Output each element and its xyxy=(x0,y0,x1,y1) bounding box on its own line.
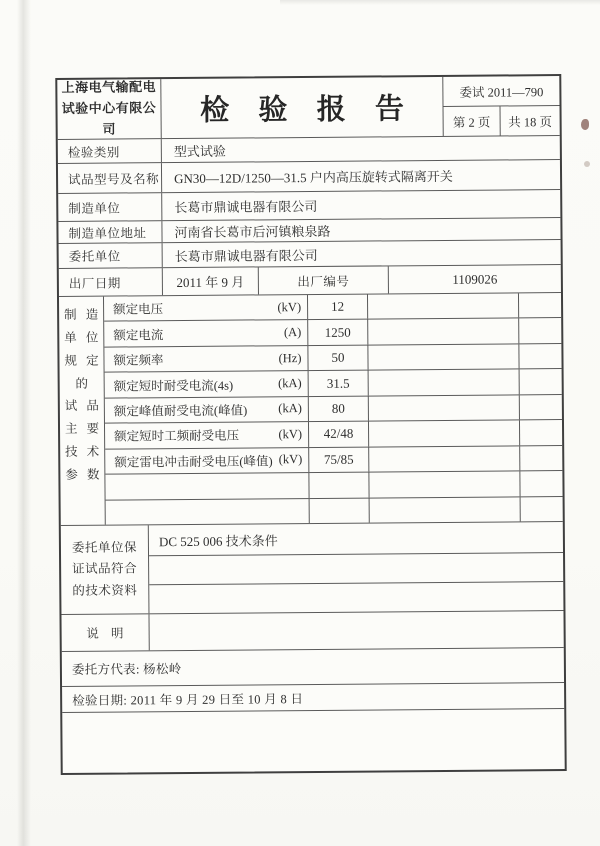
field-label: 委托单位 xyxy=(59,243,163,268)
scan-smudge-mark-small xyxy=(584,161,590,167)
parameter-empty-cell xyxy=(520,420,562,445)
page-info-row xyxy=(444,106,560,136)
docs-guarantee-label xyxy=(61,525,150,614)
parameter-empty-cell xyxy=(368,344,519,370)
parameter-value: 80 xyxy=(309,396,369,421)
client-representative: 委托方代表: 杨松岭 xyxy=(71,662,182,677)
client-representative-row xyxy=(62,648,564,687)
parameter-empty-cell xyxy=(520,395,562,420)
parameter-unit: (Hz) xyxy=(278,350,302,365)
parameter-empty-cell xyxy=(369,370,520,396)
paper-left-shadow xyxy=(17,0,31,846)
parameter-row-empty xyxy=(105,471,562,500)
parameter-name-unit xyxy=(104,346,308,372)
parameter-empty-cell xyxy=(369,446,520,472)
parameter-value: 50 xyxy=(308,345,368,370)
docs-label-line: 证试品符合 xyxy=(72,561,138,577)
factory-date-label: 出厂日期 xyxy=(59,268,163,296)
parameter-empty-cell xyxy=(520,369,562,394)
side-label-line: 技 术 xyxy=(65,444,100,459)
serial-value: 1109026 xyxy=(452,271,498,287)
docs-row-technical-condition: DC 525 006 技术条件 xyxy=(149,522,563,556)
side-label-line: 单 位 xyxy=(64,330,99,345)
field-value: 河南省长葛市后河镇粮泉路 xyxy=(174,223,331,241)
parameter-value xyxy=(310,498,370,523)
parameter-empty-cell xyxy=(369,421,520,447)
side-label-line: 试 品 xyxy=(64,399,99,414)
parameter-name-unit xyxy=(105,473,309,499)
header-right-block xyxy=(443,76,559,136)
current-page: 第 2 页 xyxy=(444,107,501,136)
bottom-empty-cell xyxy=(62,709,564,773)
parameter-empty-cell xyxy=(369,395,520,421)
parameters-side-label xyxy=(59,297,106,525)
parameter-row xyxy=(105,395,562,424)
side-label-line: 制 造 xyxy=(63,307,99,322)
parameter-unit: (kV) xyxy=(278,426,303,442)
parameter-name-unit xyxy=(105,371,309,397)
parameter-row xyxy=(105,420,562,449)
field-value: GN30—12D/1250—31.5 户内高压旋转式隔离开关 xyxy=(174,168,453,187)
docs-row-empty xyxy=(149,553,563,585)
report-title-cell xyxy=(161,77,443,138)
parameter-name: 额定电流 xyxy=(113,327,164,343)
report-number: 委试 2011—790 xyxy=(443,76,559,107)
docs-row-empty xyxy=(149,582,563,613)
parameter-empty-cell xyxy=(521,497,563,522)
parameter-empty-cell xyxy=(520,471,562,496)
parameter-unit: (kV) xyxy=(278,452,303,467)
parameter-value: 75/85 xyxy=(309,447,369,472)
notes-label: 说 明 xyxy=(61,614,149,651)
org-name-line2: 试验中心有限公司 xyxy=(61,100,157,137)
parameters-section xyxy=(59,293,563,526)
parameter-unit: (kA) xyxy=(278,376,302,391)
parameter-name: 额定峰值耐受电流(峰值) xyxy=(113,403,248,419)
parameter-name-unit xyxy=(104,320,308,346)
row-manufacturer xyxy=(58,190,560,222)
parameter-row xyxy=(105,446,562,475)
parameter-empty-cell xyxy=(519,344,561,369)
parameter-empty-cell xyxy=(368,293,519,319)
docs-label-line: 委托单位保 xyxy=(71,540,138,556)
parameter-row-empty xyxy=(106,497,563,525)
test-date-row xyxy=(62,683,564,713)
docs-label-line: 的技术资料 xyxy=(72,582,138,598)
side-label-line: 参 数 xyxy=(65,467,100,482)
parameter-row xyxy=(104,293,561,322)
field-label: 试品型号及名称 xyxy=(58,163,162,193)
side-label-line: 规 定 xyxy=(64,353,99,368)
field-label: 制造单位 xyxy=(58,193,162,221)
notes-row xyxy=(61,611,563,652)
parameter-empty-cell xyxy=(519,318,561,343)
field-value: 型式试验 xyxy=(173,143,226,160)
report-title: 检 验 报 告 xyxy=(200,93,405,127)
parameter-empty-cell xyxy=(370,497,521,523)
field-value: 长葛市鼎诚电器有限公司 xyxy=(174,247,318,264)
serial-label: 出厂编号 xyxy=(259,266,389,294)
parameter-value: 31.5 xyxy=(309,371,369,396)
total-pages: 共 18 页 xyxy=(508,114,553,129)
parameter-name-unit xyxy=(105,448,309,474)
parameters-rows xyxy=(104,293,563,525)
field-value: 长葛市鼎诚电器有限公司 xyxy=(174,198,318,216)
form-header-row xyxy=(57,76,559,140)
test-date: 检验日期: 2011 年 9 月 29 日至 10 月 8 日 xyxy=(72,691,304,708)
parameter-value: 12 xyxy=(308,295,368,320)
bottom-empty-row xyxy=(62,709,564,773)
row-model-name xyxy=(58,160,560,194)
parameter-name: 额定电压 xyxy=(113,302,164,317)
parameter-name: 额定短时耐受电流(4s) xyxy=(113,378,234,394)
paper-top-shadow xyxy=(280,0,600,5)
parameter-name-unit xyxy=(105,397,309,423)
parameter-row xyxy=(104,318,561,347)
parameter-empty-cell xyxy=(368,319,519,345)
parameter-value: 1250 xyxy=(308,320,368,345)
factory-date-value: 2011 年 9 月 xyxy=(163,267,259,295)
parameter-value: 42/48 xyxy=(309,422,369,447)
docs-rows xyxy=(149,522,564,613)
parameter-row xyxy=(104,344,561,373)
field-label: 检验类别 xyxy=(58,139,162,163)
parameter-name: 额定频率 xyxy=(113,353,164,368)
parameter-name: 额定短时工频耐受电压 xyxy=(114,428,240,444)
parameter-unit: (A) xyxy=(283,325,302,340)
parameter-name-unit xyxy=(105,422,309,448)
parameter-unit: (kV) xyxy=(277,299,302,314)
scan-smudge-mark xyxy=(581,119,589,130)
org-name xyxy=(57,79,161,139)
side-label-line: 的 xyxy=(75,376,88,391)
notes-content xyxy=(149,611,563,650)
side-label-line: 主 要 xyxy=(64,421,100,437)
parameter-row xyxy=(105,369,562,398)
docs-guarantee-section xyxy=(61,522,564,615)
parameter-value xyxy=(309,473,369,498)
org-name-line1: 上海电气输配电 xyxy=(61,79,157,96)
row-factory-date-serial xyxy=(59,265,561,297)
field-label: 制造单位地址 xyxy=(58,221,162,243)
parameter-empty-cell xyxy=(519,293,561,318)
parameter-unit: (kA) xyxy=(278,401,302,416)
parameter-empty-cell xyxy=(520,446,562,471)
parameter-name: 额定雷电冲击耐受电压(峰值) xyxy=(114,454,273,470)
parameter-empty-cell xyxy=(369,471,520,497)
inspection-report-form xyxy=(55,74,566,775)
parameter-name-unit xyxy=(106,499,310,525)
parameter-name-unit xyxy=(104,295,308,321)
